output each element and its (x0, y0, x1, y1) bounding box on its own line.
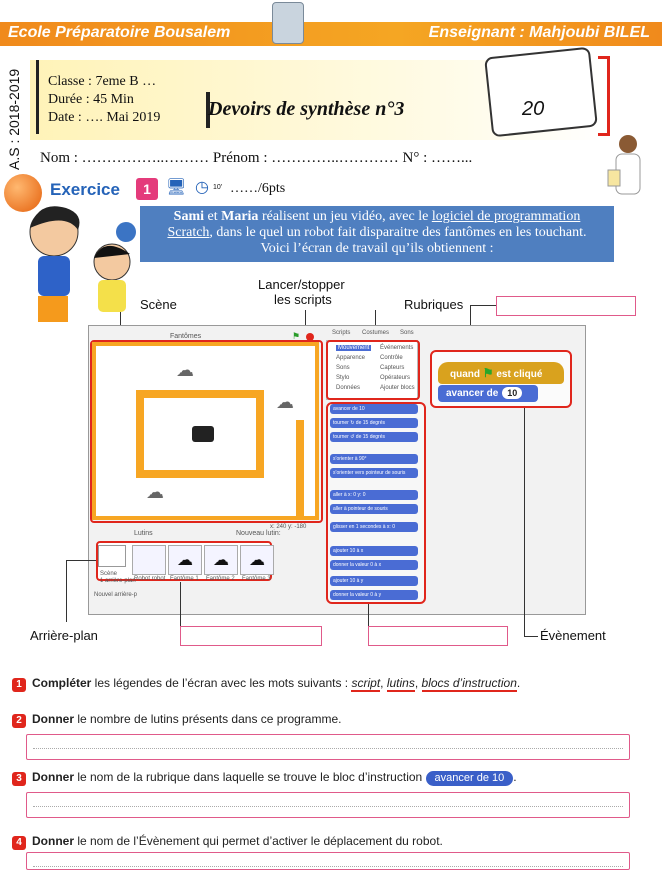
kids-illustration-icon (8, 200, 108, 330)
school-name: Ecole Préparatoire Bousalem (8, 24, 231, 41)
info-classe: Classe : 7eme B … (48, 74, 157, 89)
palette-block[interactable]: s'orienter vers pointeur de souris (330, 468, 418, 478)
sprite-ghost-3[interactable]: ☁ (240, 545, 274, 575)
score-total: 20 (522, 98, 545, 120)
sprite-ghost-1[interactable]: ☁ (168, 545, 202, 575)
when-flag-block[interactable]: quand ⚑ est cliqué (438, 362, 564, 384)
connector (470, 305, 496, 306)
robot-logo-icon (272, 2, 304, 44)
cat-ajouter[interactable]: Ajouter blocs (380, 385, 415, 391)
sprite-name: Fantôme 3 (242, 576, 271, 582)
student-fields: Nom : ……………..……… Prénom : …………..………… N° : ……... (40, 150, 473, 166)
robot-sprite-icon (192, 426, 214, 442)
info-duree: Durée : 45 Min (48, 92, 134, 107)
ghost-icon: ☁ (176, 360, 194, 380)
palette-block[interactable]: tourner ↻ de 15 degrés (330, 418, 418, 428)
cat-evenements[interactable]: Événements (380, 345, 414, 351)
exam-title: Devoirs de synthèse n°3 (208, 98, 405, 120)
sprite-ghost-2[interactable]: ☁ (204, 545, 238, 575)
palette-block[interactable]: donner la valeur 0 à x (330, 560, 418, 570)
cat-stylo[interactable]: Stylo (336, 375, 350, 381)
stage-title: Fantômes (170, 333, 202, 340)
new-background-label: Nouvel arrière-p (94, 592, 138, 598)
score-bracket (598, 56, 610, 136)
move-value[interactable]: 10 (502, 387, 522, 399)
palette-block[interactable]: tourner ↺ de 15 degrés (330, 432, 418, 442)
tab-costumes[interactable]: Costumes (362, 330, 390, 336)
answer-box-rubriques[interactable] (496, 296, 636, 316)
new-sprite-label: Nouveau lutin: (236, 530, 281, 537)
label-evenement: Évènement (540, 628, 606, 643)
label-scripts: les scripts (274, 292, 332, 307)
tab-sons[interactable]: Sons (400, 330, 414, 336)
exercise-label: Exercice (50, 180, 120, 199)
connector (66, 560, 96, 561)
maze-wall (296, 420, 304, 520)
connector (66, 560, 67, 622)
answer-field-3[interactable] (26, 792, 630, 818)
palette-block[interactable]: ajouter 10 à x (330, 546, 418, 556)
teacher-illustration-icon (606, 130, 646, 210)
stage-thumbnail[interactable] (98, 545, 126, 567)
school-year: A.S : 2018-2019 (6, 68, 22, 170)
palette-block[interactable]: s'orienter à 90° (330, 454, 418, 464)
palette-block[interactable]: aller à pointeur de souris (330, 504, 418, 514)
sprites-header: Lutins (134, 530, 153, 537)
sprite-robot[interactable] (132, 545, 166, 575)
bullet-icon (116, 222, 136, 242)
green-flag-icon[interactable]: ⚑ (292, 331, 301, 341)
timer-value: 10' (213, 184, 223, 191)
cat-sons[interactable]: Sons (336, 365, 350, 371)
coords-readout: x: 240 y: -180 (270, 524, 307, 530)
info-divider (36, 60, 39, 134)
palette-block[interactable]: ajouter 10 à y (330, 576, 418, 586)
palette-block[interactable]: glisser en 1 secondes à x: 0 (330, 522, 418, 532)
palette-block[interactable]: aller à x: 0 y: 0 (330, 490, 418, 500)
move-block[interactable]: avancer de 10 (438, 385, 538, 402)
exercise-points: ……/6pts (230, 181, 286, 196)
cat-donnees[interactable]: Données (336, 385, 361, 391)
computer-icon: 🖥 (166, 179, 187, 196)
scene-sub: 1 arrière-plan (100, 578, 136, 584)
question-4: 4 Donner le nom de l’Évènement qui permet d’activer le déplacement du robot. (12, 834, 443, 850)
stage-canvas[interactable] (92, 342, 319, 520)
palette-block[interactable]: avancer de 10 (330, 404, 418, 414)
timer-icon: ◷ (195, 179, 209, 196)
connector (524, 408, 525, 636)
answer-field-2[interactable] (26, 734, 630, 760)
cat-mouvement[interactable]: Mouvement (338, 345, 370, 351)
cat-apparence[interactable]: Apparence (336, 355, 366, 361)
label-scene: Scène (140, 297, 177, 312)
answer-field-4[interactable] (26, 852, 630, 870)
ghost-icon: ☁ (146, 482, 164, 502)
label-rubriques: Rubriques (404, 297, 464, 312)
ghost-icon: ☁ (276, 392, 294, 412)
question-2: 2 Donner le nombre de lutins présents dans ce programme. (12, 712, 341, 728)
scene-label: Scène (100, 571, 118, 577)
answer-box-blocs[interactable] (368, 626, 508, 646)
exercise-number: 1 (136, 178, 158, 200)
teacher-name: Enseignant : Mahjoubi BILEL (428, 24, 650, 41)
score-scroll-icon (484, 47, 598, 138)
tab-scripts[interactable]: Scripts (332, 330, 351, 336)
info-date: Date : …. Mai 2019 (48, 110, 161, 125)
label-lancer: Lancer/stopper (258, 277, 345, 292)
cat-capteurs[interactable]: Capteurs (380, 365, 405, 371)
sprite-name: Robot robot (134, 576, 166, 582)
sprite-name: Fantôme 2 (206, 576, 235, 582)
intro-banner: Sami et Maria réalisent un jeu vidéo, avec le logiciel de programmation Scratch, dans le quel un robot fait disparaitre des fantômes en les touchant. Voici l’écran de travail qu’ils obtiennent : (140, 206, 614, 262)
connector (524, 636, 538, 637)
answer-box-lutins[interactable] (180, 626, 322, 646)
question-3: 3 Donner le nom de la rubrique dans laquelle se trouve le bloc d’instruction avancer de 10 . (12, 770, 517, 786)
cat-controle[interactable]: Contrôle (380, 355, 403, 361)
sprite-name: Fantôme 1 (170, 576, 199, 582)
question-1: 1 Compléter les légendes de l’écran avec les mots suivants : script, lutins, blocs d’instruction. (12, 676, 520, 692)
label-arriere-plan: Arrière-plan (30, 628, 98, 643)
palette-block[interactable]: donner la valeur 0 à y (330, 590, 418, 600)
flag-icon: ⚑ (482, 366, 494, 380)
cat-operateurs[interactable]: Opérateurs (380, 375, 411, 381)
